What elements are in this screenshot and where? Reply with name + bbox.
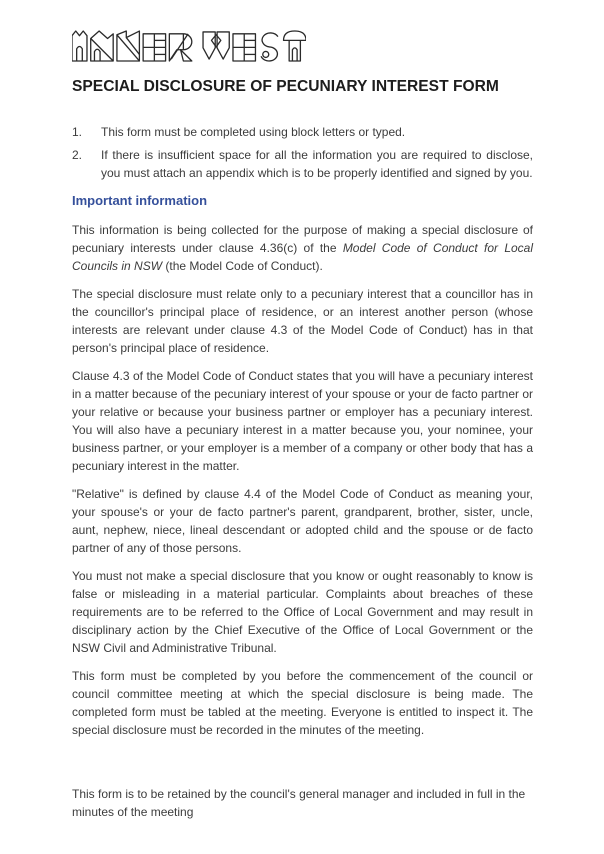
section-heading-important-information: Important information [72,192,208,208]
list-item-number: 1. [72,124,83,139]
list-item-number: 2. [72,147,83,162]
paragraph-disclosure-scope: The special disclosure must relate only to a pecuniary interest that a councillor has in the councillor's principal place of residence, or an interest another person (whose interests are relevant under clause 4.3 of the Model Code of Conduct) has in that person's principal place of residence. [72,286,533,355]
paragraph-collection-purpose [72,221,533,275]
paragraph-clause-4-3: Clause 4.3 of the Model Code of Conduct states that you will have a pecuniary interest in a matter because of the pecuniary interest of your spouse or your de facto partner or your relative or because your business partner or employer has a pecuniary interest. You will also have a pecuniary interest in a matter because you, your nominee, your business partner, or your employer is a member of a company or other body that has a pecuniary interest in the matter. [72,368,533,473]
paragraph-false-disclosure-warning: You must not make a special disclosure that you know or ought reasonably to know is false or misleading in a material particular. Complaints about breaches of these requirements are to be referred to the Office of Local Government and may result in disciplinary action by the Chief Executive of the Office of Local Government or the NSW Civil and Administrative Tribunal. [72,568,533,655]
list-item-text: This form must be completed using block letters or typed. [101,124,406,139]
paragraph-completion-requirements: This form must be completed by you before the commencement of the council or council committee meeting at which the special disclosure is being made. The completed form must be tabled at the meeting. Everyone is entitled to inspect it. The special disclosure must be recorded in the minutes of the meeting. [72,668,533,737]
inner-west-council-logo [72,30,533,64]
paragraph-text: (the Model Code of Conduct). [162,258,323,273]
list-item [72,146,533,182]
paragraph-text: This information is being collected for the purpose of making a special disclosure of pecuniary interests under clause 4.36(c) of the [72,222,533,255]
list-item [72,123,533,141]
instruction-list [72,123,533,182]
italic-code-title: Model Code of Conduct for Local Councils in NSW [72,240,534,273]
list-item-text: If there is insufficient space for all the information you are required to disclose, you must attach an appendix which is to be properly identified and signed by you. [101,147,533,180]
footer-retention-note: This form is to be retained by the council's general manager and included in full in the minutes of the meeting [72,786,526,819]
inner-west-logo-icon [72,30,306,62]
page-title: SPECIAL DISCLOSURE OF PECUNIARY INTEREST FORM [72,78,499,95]
paragraph-relative-definition: "Relative" is defined by clause 4.4 of the Model Code of Conduct as meaning your, your spouse's or your de facto partner's parent, grandparent, brother, sister, uncle, aunt, nephew, niece, lineal descendant or adopted child and the spouse or de facto partner of any of those persons. [72,486,533,555]
